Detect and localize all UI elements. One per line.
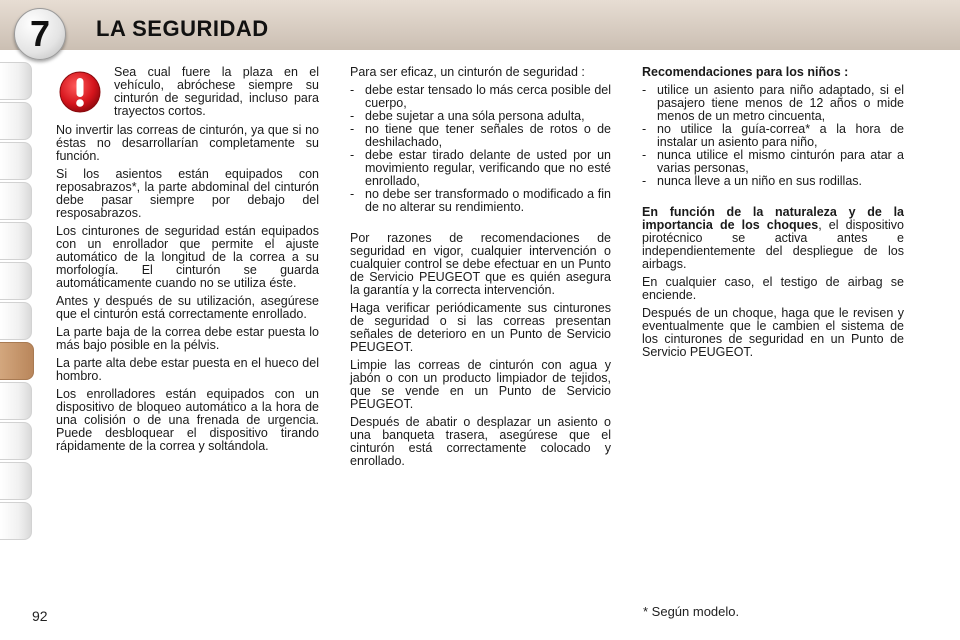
page-title: LA SEGURIDAD	[96, 16, 269, 41]
paragraph: La parte alta debe estar puesta en el hueco del hombro.	[56, 356, 319, 383]
paragraph: En cualquier caso, el testigo de airbag se enciende.	[642, 275, 904, 302]
list-intro: Para ser eficaz, un cinturón de seguridad :	[350, 65, 585, 79]
paragraph: Antes y después de su utilización, asegúrese que el cinturón está correctamente enrollado.	[56, 294, 319, 321]
chapter-tab-10[interactable]	[0, 422, 32, 460]
section-heading: Recomendaciones para los niños :	[642, 65, 849, 79]
chapter-tab-6[interactable]	[0, 262, 32, 300]
paragraph: No invertir las correas de cinturón, ya que si no éstas no desarrollarían completamente su función.	[56, 123, 319, 163]
list-item: - nunca lleve a un niño en sus rodillas.	[642, 174, 862, 188]
page-number: 92	[32, 608, 48, 624]
header-divider	[0, 50, 960, 52]
chapter-tab-8-active[interactable]	[0, 342, 34, 380]
list-item: - nunca utilice el mismo cinturón para atar a varias personas,	[642, 148, 904, 175]
list-item: - debe estar tensado lo más cerca posible del cuerpo,	[350, 83, 611, 110]
warning-text: Sea cual fuere la plaza en el vehículo, abróchese siempre su cinturón de seguridad, incluso para trayectos cortos.	[114, 65, 319, 118]
exclamation-warning-icon	[58, 70, 102, 114]
chapter-tab-5[interactable]	[0, 222, 32, 260]
chapter-tab-12[interactable]	[0, 502, 32, 540]
belt-requirements-list	[350, 84, 611, 214]
footnote: * Según modelo.	[643, 604, 740, 619]
paragraph: Los enrolladores están equipados con un dispositivo de bloqueo automático a la hora de una colisión o de una frenada de urgencia. Puede desbloquear el dispositivo tirando rápidamente de la correa y soltándola.	[56, 387, 319, 453]
airbag-rest: , el dispositivo pirotécnico se activa antes e independientemente del despliegue de los airbags.	[642, 218, 904, 271]
paragraph: Después de un choque, haga que le revisen y eventualmente que le cambien el sistema de los cinturones de seguridad en un Punto de Servicio PEUGEOT.	[642, 306, 904, 359]
paragraph: Limpie las correas de cinturón con agua y jabón o con un producto limpiador de tejidos, que se vende en un Punto de Servicio PEUGEOT.	[350, 358, 611, 411]
list-item: - utilice un asiento para niño adaptado, si el pasajero tiene menos de 12 años o mide menos de un metro cincuenta,	[642, 83, 904, 123]
list-item: - no utilice la guía-correa* a la hora de instalar un asiento para niño,	[642, 122, 904, 149]
warning-block	[56, 66, 319, 118]
chapter-tab-7[interactable]	[0, 302, 32, 340]
chapter-number-badge: 7	[14, 8, 66, 60]
paragraph: Si los asientos están equipados con reposabrazos*, la parte abdominal del cinturón debe pasar siempre por debajo del resposabrazos.	[56, 167, 319, 220]
list-item: - no tiene que tener señales de rotos o de deshilachado,	[350, 122, 611, 149]
chapter-tab-3[interactable]	[0, 142, 32, 180]
chapter-tab-9[interactable]	[0, 382, 32, 420]
list-item: - debe sujetar a una sóla persona adulta,	[350, 109, 585, 123]
text-column-1	[56, 66, 319, 458]
paragraph: Después de abatir o desplazar un asiento o una banqueta trasera, asegúrese que el cinturón está correctamente colocado y enrollado.	[350, 415, 611, 468]
paragraph: Los cinturones de seguridad están equipados con un enrollador que permite el ajuste automático de la longitud de la correa a su morfología. El cinturón se guarda automáticamente cuando no se utiliza éste.	[56, 224, 319, 290]
paragraph: Por razones de recomendaciones de seguridad en vigor, cualquier intervención o cualquier control se debe efectuar en un Punto de Servicio PEUGEOT que es quién asegura la garantía y la correcta intervención.	[350, 231, 611, 297]
chapter-tab-1[interactable]	[0, 62, 32, 100]
chapter-tabs	[0, 62, 38, 542]
chapter-tab-4[interactable]	[0, 182, 32, 220]
chapter-tab-2[interactable]	[0, 102, 32, 140]
children-recommendations-list	[642, 84, 904, 188]
list-item: - debe estar tirado delante de usted por un movimiento regular, verificando que no esté enrollado,	[350, 148, 611, 188]
text-column-2	[350, 66, 611, 473]
chapter-tab-11[interactable]	[0, 462, 32, 500]
text-column-3	[642, 66, 904, 364]
airbag-paragraph	[642, 206, 904, 271]
paragraph: Haga verificar periódicamente sus cinturones de seguridad o si las correas presentan señales de deterioro en un Punto de Servicio PEUGEOT.	[350, 301, 611, 354]
list-item: - no debe ser transformado o modificado a fin de no alterar su rendimiento.	[350, 187, 611, 214]
paragraph: La parte baja de la correa debe estar puesta lo más bajo posible en la pélvis.	[56, 325, 319, 352]
airbag-bold-lead: En función de la naturaleza y de la importancia de los choques	[642, 205, 904, 232]
